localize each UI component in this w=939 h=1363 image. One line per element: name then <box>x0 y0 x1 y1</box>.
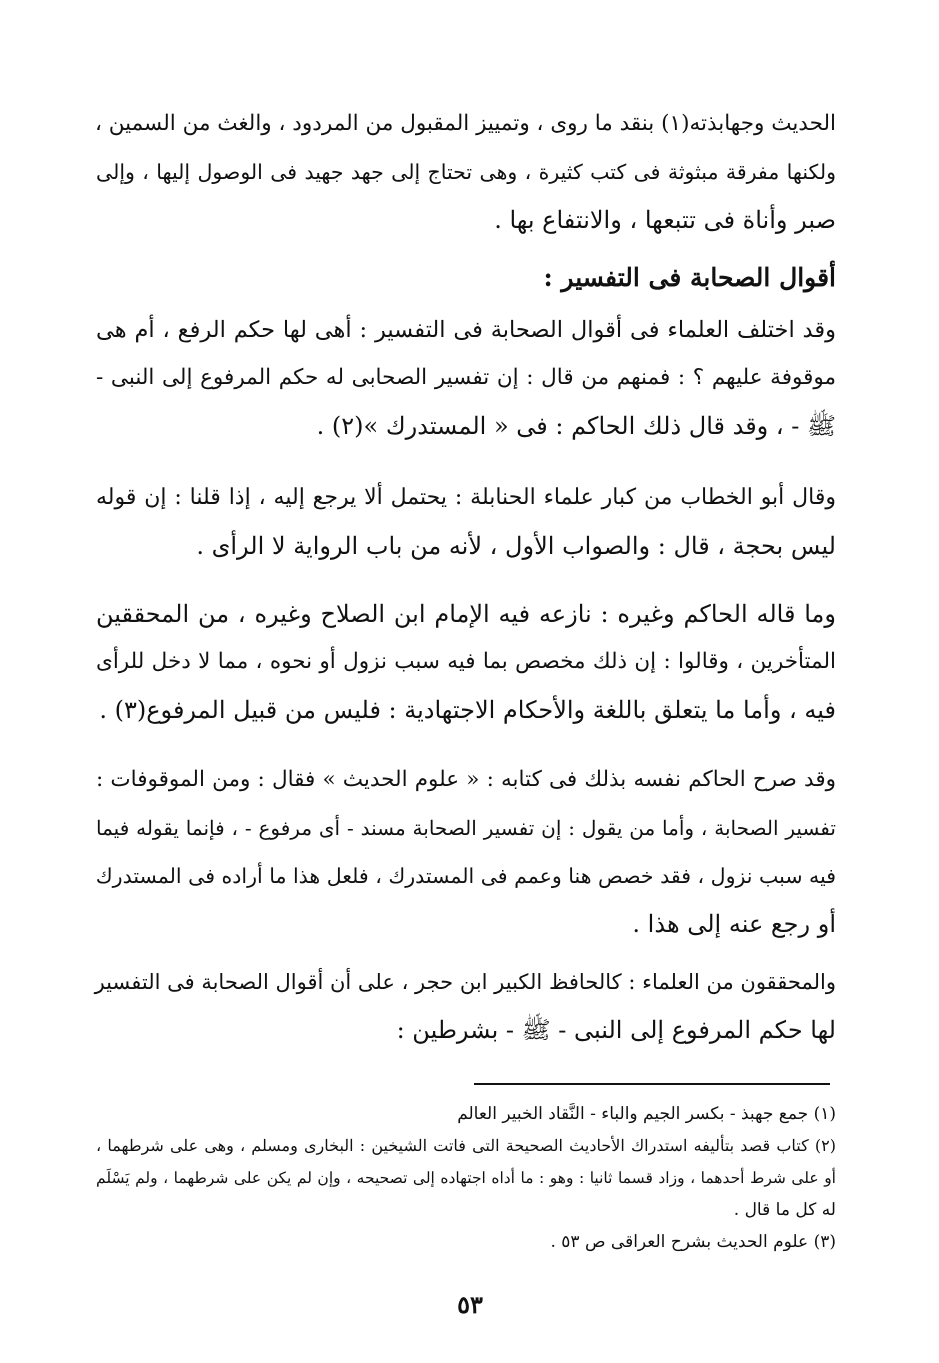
paragraph-line: صبر وأناة فى تتبعها ، والانتفاع بها . <box>494 206 836 234</box>
section-heading-block <box>96 258 836 298</box>
paragraph-line: وما قاله الحاكم وغيره : نازعه فيه الإمام ابن الصلاح وغيره ، من المحققين <box>96 600 836 628</box>
paragraph-line: وقال أبو الخطاب من كبار علماء الحنابلة : يحتمل ألا يرجع إليه ، إذا قلنا : إن قوله <box>96 485 836 510</box>
paragraph-line: ولكنها مفرقة مبثوثة فى كتب كثيرة ، وهى تحتاج إلى جهد جهيد فى الوصول إليها ، وإلى <box>96 160 836 184</box>
paragraph-5 <box>96 756 836 948</box>
footnote-2: (٢) كتاب قصد بتأليفه استدراك الأحاديث الصحيحة التى فاتت الشيخين : البخارى ومسلم ، وهى على شرطهما ، <box>96 1136 836 1155</box>
paragraph-line: وقد اختلف العلماء فى أقوال الصحابة فى التفسير : أهى لها حكم الرفع ، أم هى <box>96 317 836 343</box>
paragraph-6 <box>96 958 836 1054</box>
paragraph-1 <box>96 100 836 244</box>
footnote-divider <box>474 1083 830 1085</box>
paragraph-line: أو رجع عنه إلى هذا . <box>632 910 836 938</box>
section-heading: أقوال الصحابة فى التفسير : <box>543 263 836 292</box>
paragraph-line: ﷺ - ، وقد قال ذلك الحاكم : فى « المستدرك »(٢) . <box>316 412 836 440</box>
paragraph-line: تفسير الصحابة ، وأما من يقول : إن تفسير الصحابة مسند - أى مرفوع - ، فإنما يقوله فيما <box>96 816 836 840</box>
paragraph-line: فيه ، وأما ما يتعلق باللغة والأحكام الاجتهادية : فليس من قبيل المرفوع(٣) . <box>99 696 836 724</box>
paragraph-2 <box>96 306 836 450</box>
paragraph-4 <box>96 590 836 734</box>
paragraph-line: والمحققون من العلماء : كالحافظ الكبير ابن حجر ، على أن أقوال الصحابة فى التفسير <box>94 970 836 994</box>
paragraph-3 <box>96 474 836 570</box>
footnote-3: (٣) علوم الحديث بشرح العراقى ص ٥٣ . <box>550 1232 836 1252</box>
paragraph-line: ليس بحجة ، قال : والصواب الأول ، لأنه من باب الرواية لا الرأى . <box>196 532 836 560</box>
page-number: ٥٣ <box>457 1290 483 1319</box>
footnote-2-end: له كل ما قال . <box>733 1200 836 1220</box>
footnotes <box>96 1098 836 1258</box>
paragraph-line: لها حكم المرفوع إلى النبى - ﷺ - بشرطين : <box>396 1016 836 1044</box>
paragraph-line: وقد صرح الحاكم نفسه بذلك فى كتابه : « علوم الحديث » فقال : ومن الموقوفات : <box>96 767 836 792</box>
paragraph-line: فيه سبب نزول ، فقد خصص هنا وعمم فى المستدرك ، فلعل هذا ما أراده فى المستدرك <box>95 864 836 888</box>
footnote-1: (١) جمع جهبذ - بكسر الجيم والباء - النَّقاد الخبير العالم <box>457 1104 836 1124</box>
paragraph-line: المتأخرين ، وقالوا : إن ذلك مخصص بما فيه سبب نزول أو نحوه ، مما لا دخل للرأى <box>96 649 836 674</box>
footnote-2-continued: أو على شرط أحدهما ، وزاد قسما ثانيا : وهو : ما أداه اجتهاده إلى تصحيحه ، وإن لم يكن على شرطهما ، ولم يَسْلَم <box>96 1169 836 1187</box>
paragraph-line: الحديث وجهابذته(١) بنقد ما روى ، وتمييز المقبول من المردود ، والغث من السمين ، <box>94 111 836 136</box>
paragraph-line: موقوفة عليهم ؟ : فمنهم من قال : إن تفسير الصحابى له حكم المرفوع إلى النبى - <box>96 365 836 390</box>
